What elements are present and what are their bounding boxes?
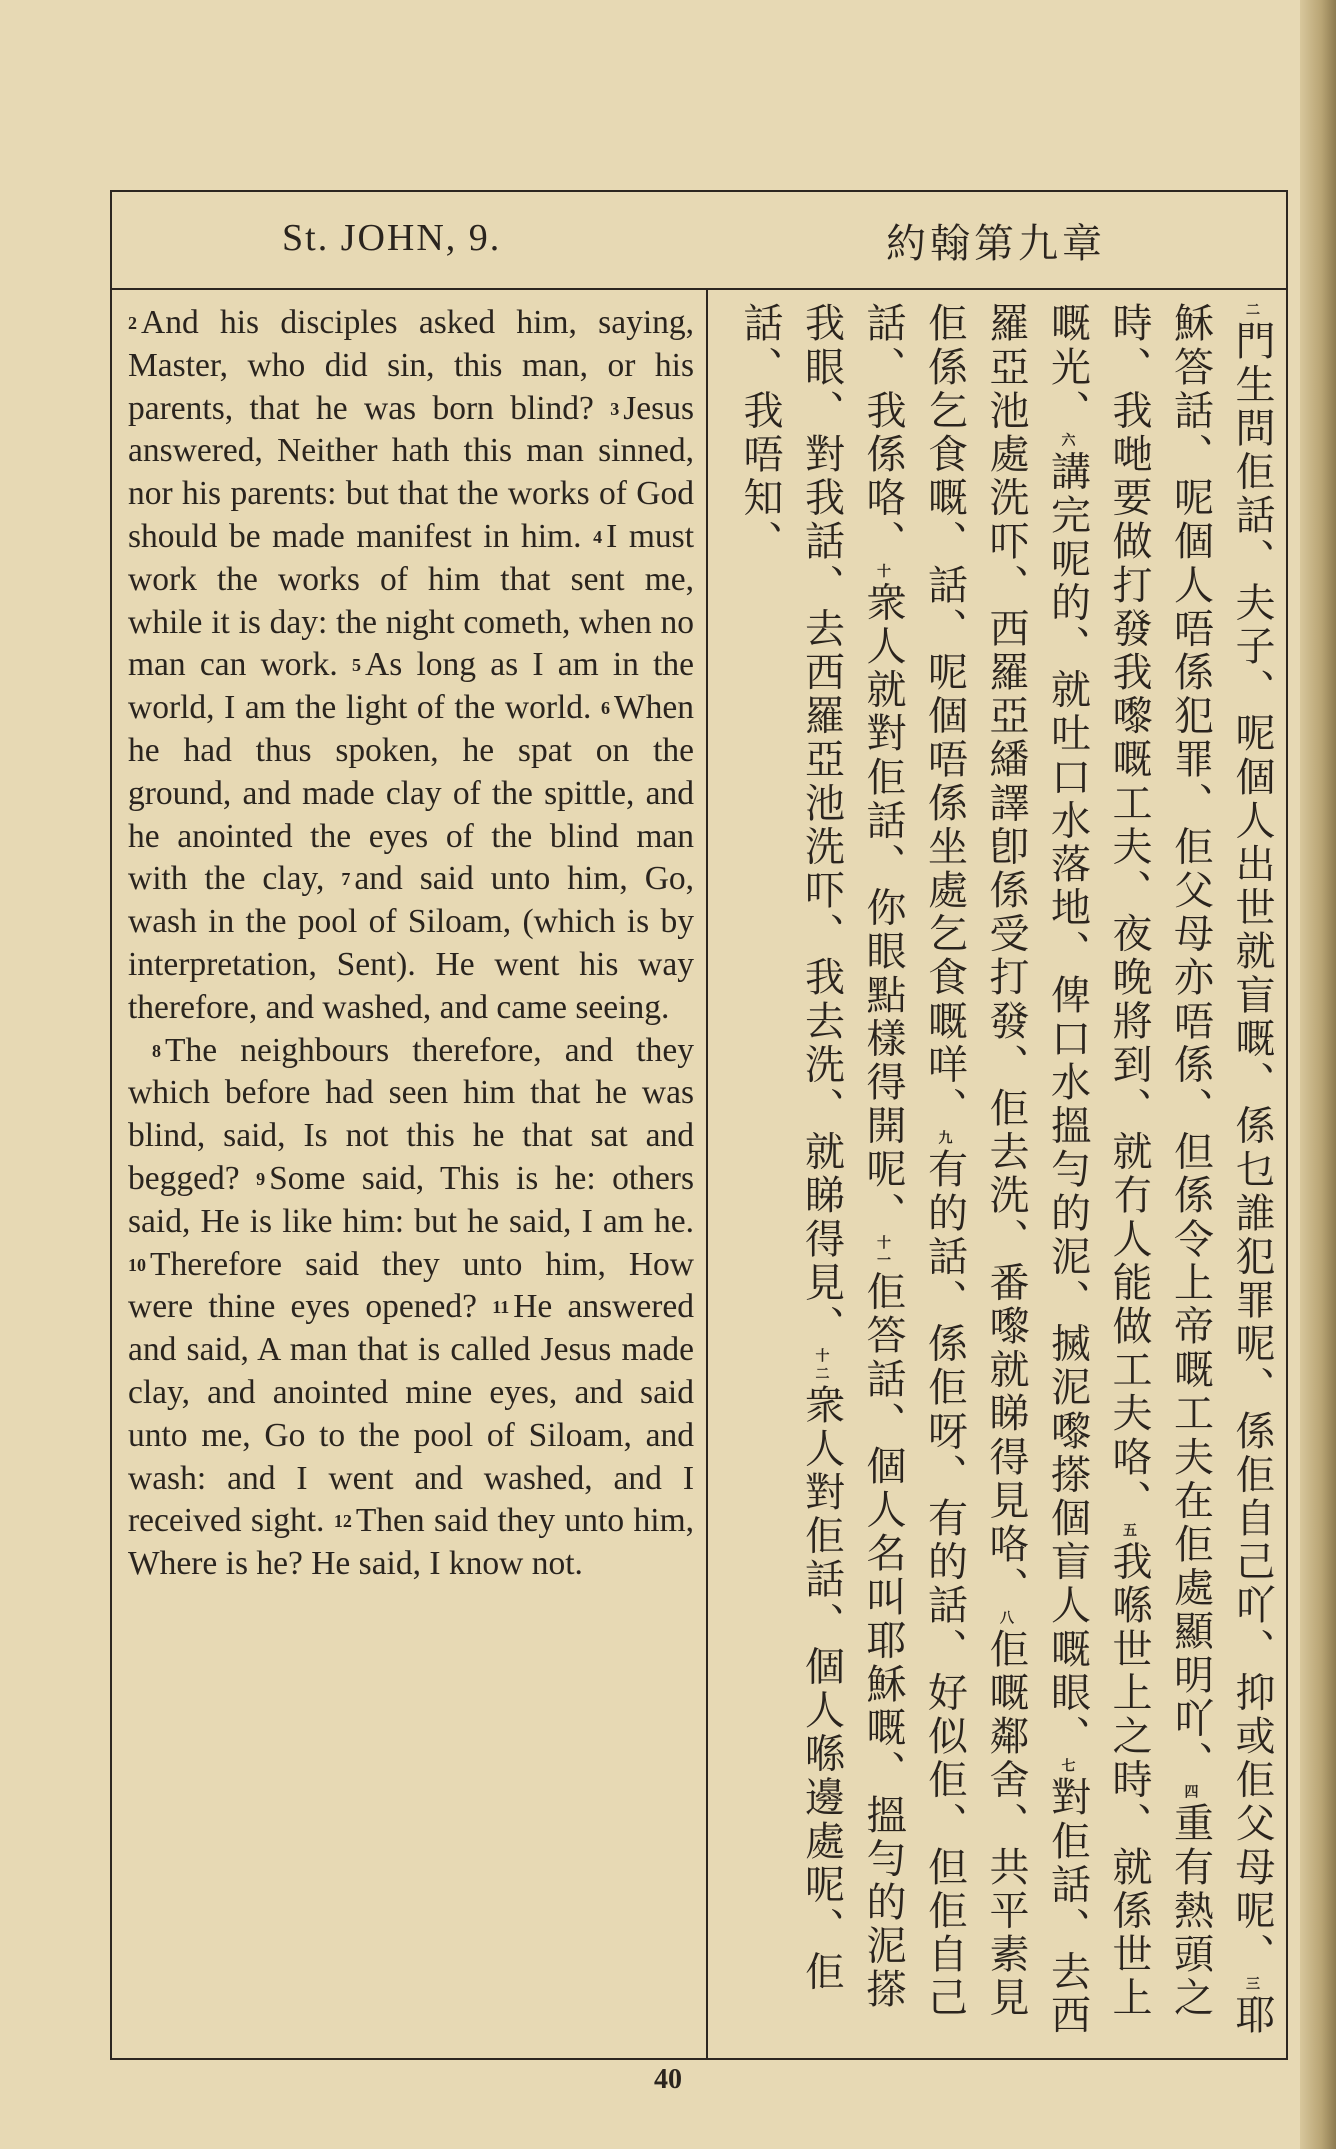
header-chinese-title: 約翰第九章 <box>886 221 1106 267</box>
page-number: 40 <box>654 2064 682 2095</box>
chinese-verse-text: 衆人就對佢話、你眼點樣得開呢、 <box>860 581 906 1236</box>
chinese-verse-text: 佢答話、個人名叫耶穌嘅、搵勻的泥搽我眼、對我話、去西羅亞池洗吓、我去洗、就睇得見、 <box>798 302 906 2012</box>
chinese-verse-number: 十二 <box>813 1348 830 1384</box>
book-spine-shadow <box>1300 0 1336 2149</box>
verse-number: 7 <box>341 869 351 890</box>
verse-text: As long as I am in the world, I am the light of the world. <box>128 646 695 727</box>
verse-number: 2 <box>128 313 137 333</box>
verse-text: Then said they unto him, Where is he? He said, I know not. <box>128 1502 694 1583</box>
chinese-verse-number: 五 <box>1121 1522 1137 1541</box>
english-paragraph <box>128 1030 694 1586</box>
verse-text: The neighbours therefore, and they which before had seen him that he was blind, said, Is not this he that sat and begged? <box>128 1031 694 1197</box>
verse-text: Some said, This is he: others said, He is like him: but he said, I am he. <box>128 1159 695 1240</box>
verse-text: Jesus answered, Neither hath this man sinned, nor his parents: but that the works of God should be made manifest in him. <box>128 389 694 555</box>
verse-number: 9 <box>256 1168 266 1189</box>
chinese-verse-text: 有的話、係佢呀、有的話、好似佢、但佢自己話、我係咯、 <box>860 302 968 2021</box>
running-header <box>112 192 1286 290</box>
chinese-verse-number: 四 <box>1182 1784 1199 1803</box>
column-divider <box>706 288 708 2058</box>
chinese-text-column <box>722 302 1282 2047</box>
chinese-verse-number: 三 <box>1244 1976 1260 1995</box>
chinese-verse-number: 八 <box>998 1610 1014 1628</box>
chinese-verse-text: 門生問佢話、夫子、呢個人出世就盲嘅、係乜誰犯罪呢、係佢自己吖、抑或佢父母呢、 <box>1229 319 1275 1977</box>
chinese-verse-number: 十 <box>875 563 891 582</box>
verse-text: I must work the works of him that sent me, while it is day: the night cometh, when no man can work. <box>128 517 694 684</box>
english-paragraph <box>128 302 694 1030</box>
page-frame <box>110 190 1288 2060</box>
verse-number: 10 <box>128 1254 146 1275</box>
verse-number: 8 <box>152 1040 161 1061</box>
chinese-verse-text: 耶穌答話、呢個人唔係犯罪、佢父母亦唔係、但係令上帝嘅工夫在佢處顯明吖、 <box>1167 302 1275 2038</box>
chinese-verse-number: 七 <box>1059 1758 1076 1777</box>
verse-text: and said unto him, Go, wash in the pool of Siloam, (which is by interpretation, Sent). He went his way therefore, and washed, and came seeing. <box>128 860 695 1026</box>
verse-number: 11 <box>492 1297 510 1318</box>
verse-number: 6 <box>601 698 611 719</box>
verse-number: 12 <box>333 1511 352 1532</box>
chinese-verse-text: 衆人對佢話、個人喺邊處呢、佢話、我唔知、 <box>737 302 845 1995</box>
chinese-verse-number: 二 <box>1244 302 1260 320</box>
header-english-title: St. JOHN, 9. <box>282 217 502 259</box>
chinese-verse-text: 講完呢的、就吐口水落地、俾口水搵勻的泥、搣泥嚟搽個盲人嘅眼、 <box>1044 450 1091 1759</box>
chinese-verse-number: 六 <box>1059 432 1076 451</box>
verse-text: He answered and said, A man that is called Jesus made clay, and anointed mine eyes, and said unto me, Go to the pool of Siloam, and wash: and I went and washed, and I received sight. <box>128 1288 695 1540</box>
verse-text: When he had thus spoken, he spat on the ground, and made clay of the spittle, and he anointed the eyes of the blind man with the clay, <box>128 689 695 898</box>
chinese-verse-text: 重有熱頭之時、我哋要做打發我嚟嘅工夫、夜晚將到、就冇人能做工夫咯、 <box>1106 302 1214 2021</box>
chinese-verse-number: 九 <box>936 1130 953 1149</box>
chinese-verse-text: 佢嘅鄰舍、共平素見佢係乞食嘅、話、呢個唔係坐處乞食嘅咩、 <box>921 302 1029 2021</box>
chinese-verse-text: 對佢話、去西羅亞池處洗吓、西羅亞繙譯卽係受打發、佢去洗、番嚟就睇得見咯、 <box>983 302 1091 2038</box>
chinese-verse-text: 我喺世上之時、就係世上嘅光、 <box>1044 302 1152 2021</box>
verse-number: 4 <box>593 526 603 547</box>
verse-text: Therefore said they unto him, How were thine eyes opened? <box>128 1245 694 1326</box>
english-text-column <box>128 302 694 1586</box>
verse-number: 5 <box>352 655 362 676</box>
verse-text: And his disciples asked him, saying, Master, who did sin, this man, or his parents, that he was born blind? <box>128 304 694 427</box>
verse-number: 3 <box>610 398 620 419</box>
chinese-verse-number: 十一 <box>875 1235 891 1271</box>
